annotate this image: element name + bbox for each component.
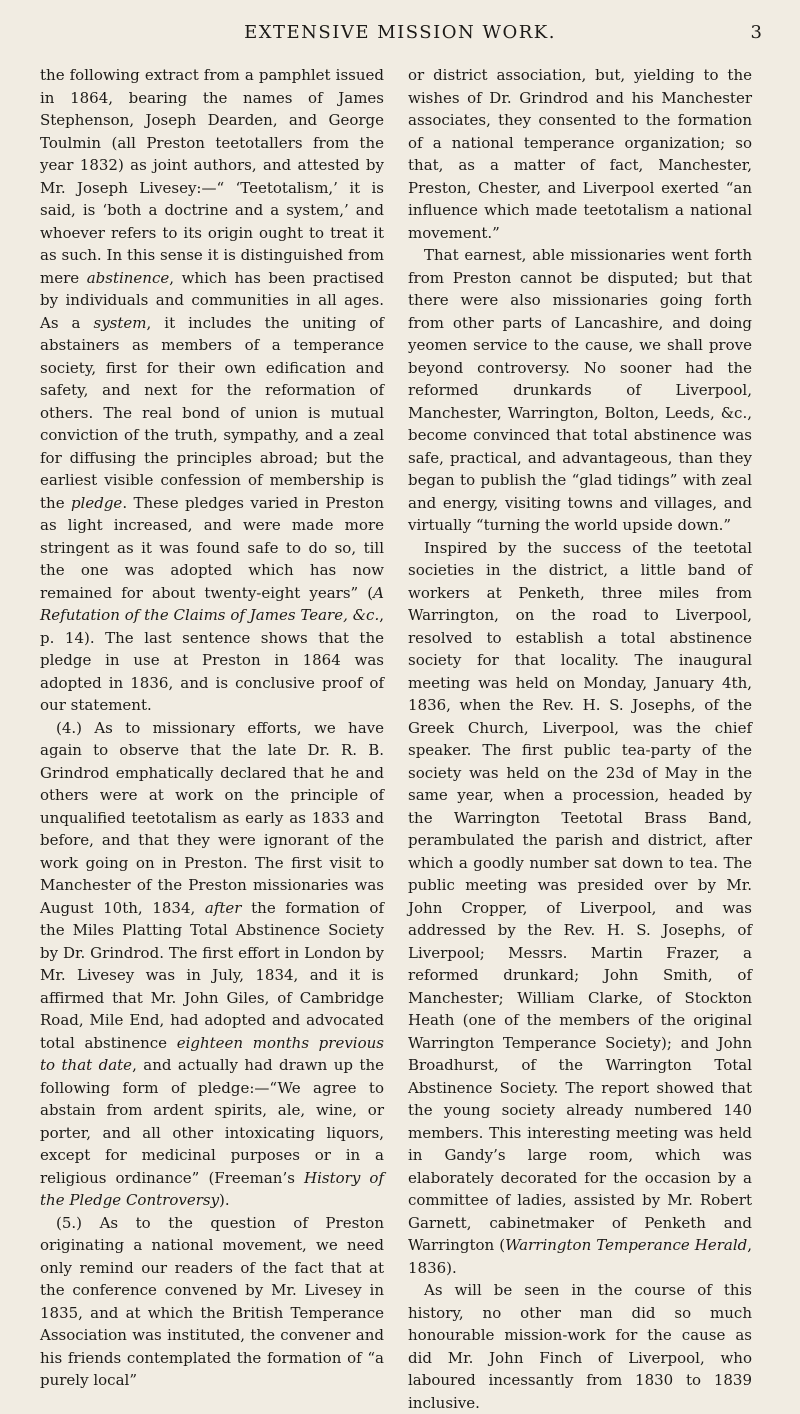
running-title: EXTENSIVE MISSION WORK.	[244, 22, 556, 43]
paragraph-national-movement: (5.) As to the question of Preston originating a national movement, we need only remind our readers of the fact that at the conference convened by Mr. Livesey in 1835, and at which the British Temperance Association was instituted, the convener and his friends contemplated the formation of “a purely local”	[40, 1213, 384, 1389]
left-column	[40, 64, 384, 1392]
right-column	[408, 64, 752, 1414]
paragraph-john-finch: As will be seen in the course of this history, no other man did so much honourable mission-work for the cause as did Mr. John Finch of Liverpool, who laboured incessantly from 1830 to 1839 inclusive.	[408, 1281, 752, 1412]
paragraph-missionaries: That earnest, able missionaries went forth from Preston cannot be disputed; but that there were also missionaries going forth from other parts of Lancashire, and doing yeomen service to the cause, we shall prove beyond controversy. No sooner had the reformed drunkards of Liverpool, Manchester, Warrington, Bolton, Leeds, &c., become convinced that total abstinence was safe, practical, and advantageous, than they began to publish the “glad tidings” with zeal and energy, visiting towns and villages, and virtually “turning the world upside down.”	[408, 246, 752, 534]
page-header	[0, 22, 800, 52]
paragraph-district-association: or district association, but, yielding to the wishes of Dr. Grindrod and his Manchester associates, they consented to the formation of a national temperance organization; so that, as a matter of fact, Manchester, Preston, Chester, and Liverpool exerted “an influence which made teetotalism a national movement.”	[408, 66, 752, 242]
paragraph-penketh-society: Inspired by the success of the teetotal societies in the district, a little band of workers at Penketh, three miles from Warrington, on the road to Liverpool, resolved to establish a total abstinence society for that locality. The inaugural meeting was held on Monday, January 4th, 1836, when the Rev. H. S. Josephs, of the Greek Church, Liverpool, was the chief speaker. The first public tea-party of the society was held on the 23d of May in the same year, when a procession, headed by the Warrington Teetotal Brass Band, perambulated the parish and district, after which a goodly number sat down to tea. The public meeting was presided over by Mr. John Cropper, of Liverpool, and was addressed by the Rev. H. S. Josephs, of Liverpool; Messrs. Martin Frazer, a reformed drunkard; John Smith, of Manchester; William Clarke, of Stockton Heath (one of the members of the original Warrington Temperance Society); and John Broadhurst, of the Warrington Total Abstinence Society. The report showed that the young society already numbered 140 members. This interesting meeting was held in Gandy’s large room, which was elaborately decorated for the occasion by a committee of ladies, assisted by Mr. Robert Garnett, cabinetmaker of Penketh and Warrington (Warrington Temperance Herald, 1836).	[408, 538, 753, 1277]
page-number: 3	[750, 22, 762, 43]
paragraph-pamphlet-extract: the following extract from a pamphlet issued in 1864, bearing the names of James Stephenson, Joseph Dearden, and George Toulmin (all Preston teetotallers from the year 1832) as joint authors, and attested by Mr. Joseph Livesey:—“ ‘Teetotalism,’ it is said, is ‘both a doctrine and a system,’ and whoever refers to its origin ought to treat it as such. In this sense it is distinguished from mere abstinence, which has been practised by individuals and communities in all ages. As a system, it includes the uniting of abstainers as members of a temperance society, first for their own edification and safety, and next for the reformation of others. The real bond of union is mutual conviction of the truth, sympathy, and a zeal for diffusing the principles abroad; but the earliest visible confession of membership is the pledge. These pledges varied in Preston as light increased, and were made more stringent as it was found safe to do so, till the one was adopted which has now remained for about twenty-eight years” (A Refutation of the Claims of James Teare, &c., p. 14). The last sentence shows that the pledge in use at Preston in 1864 was adopted in 1836, and is conclusive proof of our statement.	[40, 66, 384, 714]
paragraph-missionary-efforts: (4.) As to missionary efforts, we have again to observe that the late Dr. R. B. Grindrod emphatically declared that he and others were at work on the principle of unqualified teetotalism as early as 1833 and before, and that they were ignorant of the work going on in Preston. The first visit to Manchester of the Preston missionaries was August 10th, 1834, after the formation of the Miles Platting Total Abstinence Society by Dr. Grindrod. The first effort in London by Mr. Livesey was in July, 1834, and it is affirmed that Mr. John Giles, of Cambridge Road, Mile End, had adopted and advocated total abstinence eighteen months previous to that date, and actually had drawn up the following form of pledge:—“We agree to abstain from ardent spirits, ale, wine, or porter, and all other intoxicating liquors, except for medicinal purposes or in a religious ordinance” (Freeman’s History of the Pledge Controversy).	[40, 718, 384, 1209]
